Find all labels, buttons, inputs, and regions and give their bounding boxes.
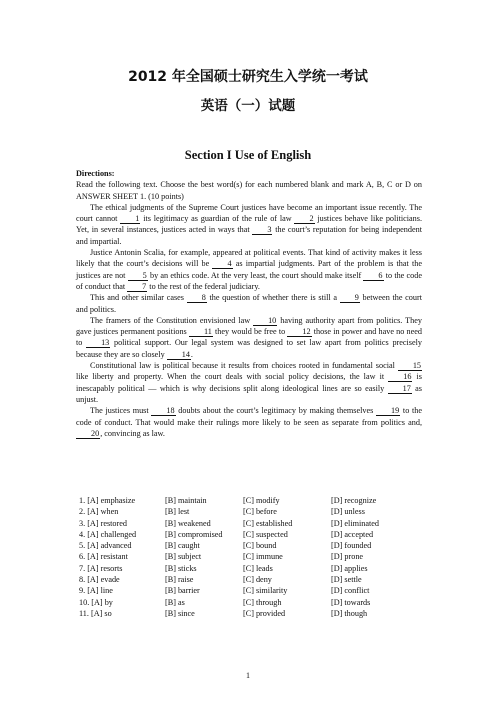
blank-12: 12 [287, 327, 311, 337]
option-row-8 [79, 574, 419, 585]
option-row-6 [79, 551, 419, 562]
paragraph-2 [76, 247, 422, 292]
text: political support. Our legal system was designed to set law apart from politics precisely because they are so closely [76, 338, 422, 359]
option-a: 1. [A] emphasize [79, 496, 136, 505]
blank-18: 18 [151, 406, 175, 416]
text: Justice Antonin Scalia, for example, appeared at political events. That kind of activity makes it less likely that the court’s decisions will be [76, 248, 422, 269]
option-d: [D] conflict [331, 586, 370, 596]
option-b: [B] lest [165, 507, 190, 517]
blank-20: 20 [76, 429, 100, 439]
option-a: 11. [A] so [79, 608, 112, 618]
option-c: [C] suspected [243, 529, 288, 539]
text: doubts about the court’s legitimacy by making themselves [175, 406, 377, 416]
option-a: 4. [A] challenged [79, 529, 137, 539]
option-row-1 [79, 495, 419, 506]
option-a: 6. [A] resistant [79, 552, 128, 562]
option-c: [C] deny [243, 575, 272, 585]
blank-1: 1 [120, 214, 140, 224]
blank-13: 13 [86, 338, 110, 348]
paragraph-1 [76, 202, 422, 247]
blank-3: 3 [252, 225, 272, 235]
text: as unjust. [76, 383, 422, 404]
blank-17: 17 [388, 384, 412, 394]
paragraph-5 [76, 360, 422, 405]
option-b: [B] compromised [165, 529, 223, 539]
option-b: [B] barrier [165, 586, 200, 596]
blank-8: 8 [187, 293, 207, 303]
option-b: [B] since [165, 608, 195, 618]
option-row-10 [79, 597, 419, 608]
option-b: [B] sticks [165, 563, 197, 573]
option-d: [D] settle [331, 575, 362, 585]
text: . [190, 349, 193, 359]
text: The ethical judgments of the Supreme Court justices have become an important issue recently. The court cannot [76, 202, 422, 224]
text: like liberty and property. When the court deals with social policy decisions, the law it [76, 372, 389, 382]
paragraph-6 [76, 405, 422, 439]
option-d: [D] unless [331, 507, 365, 517]
option-row-7 [79, 563, 419, 574]
section-title: Section I Use of English [184, 148, 312, 162]
text: , convincing as law. [100, 428, 165, 438]
option-d: [D] recognize [331, 496, 377, 505]
option-b: [B] as [165, 597, 185, 607]
blank-10: 10 [253, 316, 277, 326]
option-d: [D] accepted [331, 529, 374, 539]
text: is inescapably political — which is why decisions split along ideological lines are so easily [76, 372, 422, 393]
blank-4: 4 [212, 259, 232, 269]
option-row-9 [79, 585, 419, 596]
text: as impartial judgments. Part of the problem is that the justices are not [76, 259, 422, 280]
blank-15: 15 [398, 361, 422, 371]
option-b: [B] weakened [165, 518, 211, 528]
paragraph-4 [76, 315, 422, 360]
option-a: 10. [A] by [79, 597, 113, 607]
option-row-3 [79, 518, 419, 529]
passage-body [76, 168, 422, 439]
option-d: [D] prone [331, 552, 364, 562]
option-c: [C] bound [243, 541, 277, 551]
text: to the rest of the federal judiciary. [147, 281, 260, 291]
option-d: [D] towards [331, 597, 371, 607]
page-number: 1 [246, 671, 250, 680]
option-c: [C] through [243, 597, 282, 607]
option-c: [C] provided [243, 608, 286, 618]
option-c: [C] leads [243, 563, 273, 573]
text: the court’s reputation for being independent and impartial. [76, 225, 422, 246]
text: The justices must [90, 406, 152, 416]
exam-title: 2012 年全国硕士研究生入学统一考试 [128, 69, 368, 85]
option-b: [B] caught [165, 541, 200, 551]
directions-text: Read the following text. Choose the best word(s) for each numbered blank and mark A, B, C or D on ANSWER SHEET 1. (10 points) [76, 180, 422, 201]
option-a: 5. [A] advanced [79, 541, 132, 551]
blank-6: 6 [363, 271, 383, 281]
option-d: [D] eliminated [331, 518, 379, 528]
exam-subtitle: 英语（一）试题 [200, 98, 296, 114]
paragraph-3 [76, 292, 422, 315]
text: to the code of conduct that [76, 270, 422, 291]
text: Constitutional law is political because it results from choices rooted in fundamental social [90, 361, 398, 371]
option-b: [B] subject [165, 552, 202, 562]
text: those in power and have no need to [76, 327, 422, 348]
text: justices behave like politicians. Yet, in several instances, justices acted in ways that [76, 214, 422, 235]
text: having authority apart from politics. They gave justices permanent positions [76, 315, 422, 337]
text: This and other similar cases [90, 293, 187, 303]
text: its legitimacy as guardian of the rule of law [140, 214, 295, 224]
option-a: 3. [A] restored [79, 518, 127, 528]
option-a: 9. [A] line [79, 586, 113, 596]
answer-options [79, 495, 419, 619]
text: by an ethics code. At the very least, the court should make itself [147, 270, 364, 280]
blank-2: 2 [294, 214, 314, 224]
text: between the court and politics. [76, 293, 422, 314]
option-d: [D] founded [331, 541, 372, 551]
option-row-11 [79, 608, 419, 619]
text: they would be free to [212, 327, 288, 337]
text: The framers of the Constitution envisioned law [90, 315, 254, 325]
option-a: 8. [A] evade [79, 575, 120, 585]
blank-16: 16 [388, 372, 412, 382]
option-c: [C] modify [243, 496, 280, 505]
blank-9: 9 [340, 293, 360, 303]
option-b: [B] maintain [165, 496, 207, 505]
blank-11: 11 [189, 327, 213, 337]
blank-5: 5 [128, 271, 148, 281]
text: to the code of conduct. That would make their rulings more likely to be seen as separate from politics and, [76, 406, 423, 427]
option-c: [C] before [243, 507, 277, 517]
option-a: 7. [A] resorts [79, 563, 123, 573]
blank-7: 7 [127, 282, 147, 292]
option-row-4 [79, 529, 419, 540]
blank-14: 14 [167, 350, 191, 360]
option-row-5 [79, 540, 419, 551]
option-b: [B] raise [165, 575, 194, 585]
option-a: 2. [A] when [79, 507, 119, 517]
option-c: [C] similarity [243, 586, 288, 596]
option-row-2 [79, 506, 419, 517]
text: the question of whether there is still a [206, 293, 340, 303]
directions-label: Directions: [76, 169, 115, 178]
option-c: [C] immune [243, 552, 283, 562]
blank-19: 19 [376, 406, 400, 416]
option-c: [C] established [243, 518, 293, 528]
option-d: [D] applies [331, 563, 368, 573]
option-d: [D] though [331, 608, 368, 618]
